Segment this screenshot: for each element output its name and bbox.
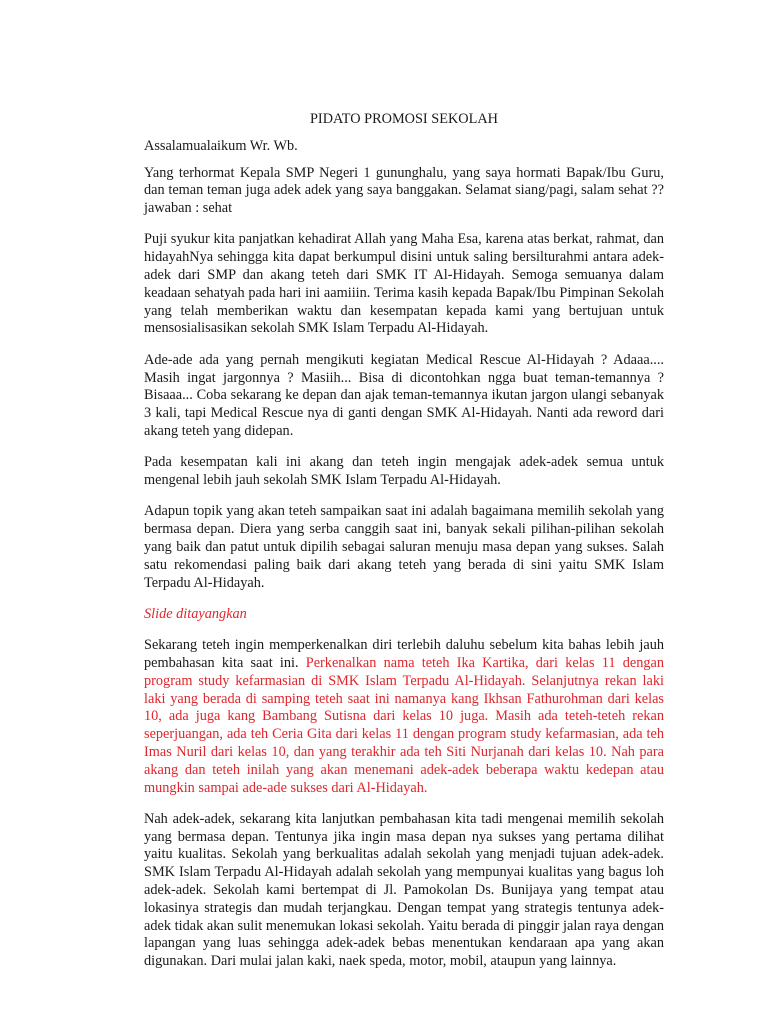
introduction-lead-text: Sekarang teteh ingin memperkenalkan diri terlebih daluhu sebelum kita bahas lebih jauh pembahasan kita saat ini. <box>144 637 664 671</box>
paragraph-introduction <box>144 637 664 797</box>
introduction-highlight-text: Perkenalkan nama teteh Ika Kartika, dari kelas 11 dengan program study kefarmasian di SMK Islam Terpadu Al-Hidayah. Selanjutnya rekan laki laki yang berada di samping teteh saat ini namanya kang Ikhsan Fathurohman dari kelas 10, ada juga kang Bambang Sutisna dari kelas 10 juga. Masih ada teteh-teteh rekan seperjuangan, ada teh Ceria Gita dari kelas 11 dengan program study kefarmasian, ada teh Imas Nuril dari kelas 10, dan yang terakhir ada teh Siti Nurjanah dari kelas 10. Nah para akang dan teteh inilah yang akan menemani adek-adek beberapa waktu kedepan atau mungkin sampai ade-ade sukses dari Al-Hidayah. <box>144 654 664 796</box>
greeting: Assalamualaikum Wr. Wb. <box>144 137 298 154</box>
paragraph-gratitude: Puji syukur kita panjatkan kehadirat Allah yang Maha Esa, karena atas berkat, rahmat, dan hidayahNya sehingga kita dapat berkumpul disini untuk saling bersilturahmi antara adek-adek dari SMP dan akang teteh dari SMK IT Al-Hidayah. Semoga semuanya dalam keadaan sehatyah pada hari ini aamiiin. Terima kasih kepada Bapak/Ibu Pimpinan Sekolah yang telah memberikan waktu dan kesempatan kepada kami yang bertujuan untuk mensosialisasikan sekolah SMK Islam Terpadu Al-Hidayah. <box>144 231 664 337</box>
paragraph-topic: Adapun topik yang akan teteh sampaikan saat ini adalah bagaimana memilih sekolah yang bermasa depan. Diera yang serba canggih saat ini, banyak sekali pilihan-pilihan sekolah yang baik dan patut untuk dipilih sebagai saluran menuju masa depan yang sukses. Salah satu rekomendasi paling baik dari akang teteh yang berada di sini yaitu SMK Islam Terpadu Al-Hidayah. <box>144 503 664 591</box>
paragraph-quality: Nah adek-adek, sekarang kita lanjutkan pembahasan kita tadi mengenai memilih sekolah yang bermasa depan. Tentunya jika ingin masa depan nya sukses yang pertama dilihat yaitu kualitas. Sekolah yang berkualitas adalah sekolah yang menjadi tujuan adek-adek. SMK Islam Terpadu Al-Hidayah adalah sekolah yang mempunyai kualitas yang bagus loh adek-adek. Sekolah kami bertempat di Jl. Pamokolan Ds. Bunijaya yang tempat atau lokasinya strategis dan mudah terjangkau. Dengan tempat yang strategis tentunya adek-adek tidak akan sulit menemukan lokasi sekolah. Yaitu berada di pinggir jalan raya dengan lapangan yang luas sehingga adek-adek bebas menentukan kendaraan apa yang akan digunakan. Dari mulai jalan kaki, naek speda, motor, mobil, ataupun yang lainnya. <box>144 810 664 970</box>
paragraph-medical-rescue: Ade-ade ada yang pernah mengikuti kegiatan Medical Rescue Al-Hidayah ? Adaaa.... Masih ingat jargonnya ? Masiih... Bisa di dicontohkan ngga buat teman-temannya ? Bisaaa... Coba sekarang ke depan dan ajak teman-temannya ikutan jargon ulangi sebanyak 3 kali, tapi Medical Rescue nya di ganti dengan SMK Al-Hidayah. Nanti ada reword dari akang teteh yang didepan. <box>144 351 664 439</box>
stage-direction: Slide ditayangkan <box>144 605 247 622</box>
paragraph-invitation: Pada kesempatan kali ini akang dan teteh ingin mengajak adek-adek semua untuk mengenal lebih jauh sekolah SMK Islam Terpadu Al-Hidayah. <box>144 454 664 489</box>
document-title: PIDATO PROMOSI SEKOLAH <box>309 111 498 127</box>
paragraph-opening: Yang terhormat Kepala SMP Negeri 1 gununghalu, yang saya hormati Bapak/Ibu Guru, dan teman teman juga adek adek yang saya banggakan. Selamat siang/pagi, salam sehat ?? jawaban : sehat <box>144 164 664 217</box>
document-body <box>144 111 664 984</box>
